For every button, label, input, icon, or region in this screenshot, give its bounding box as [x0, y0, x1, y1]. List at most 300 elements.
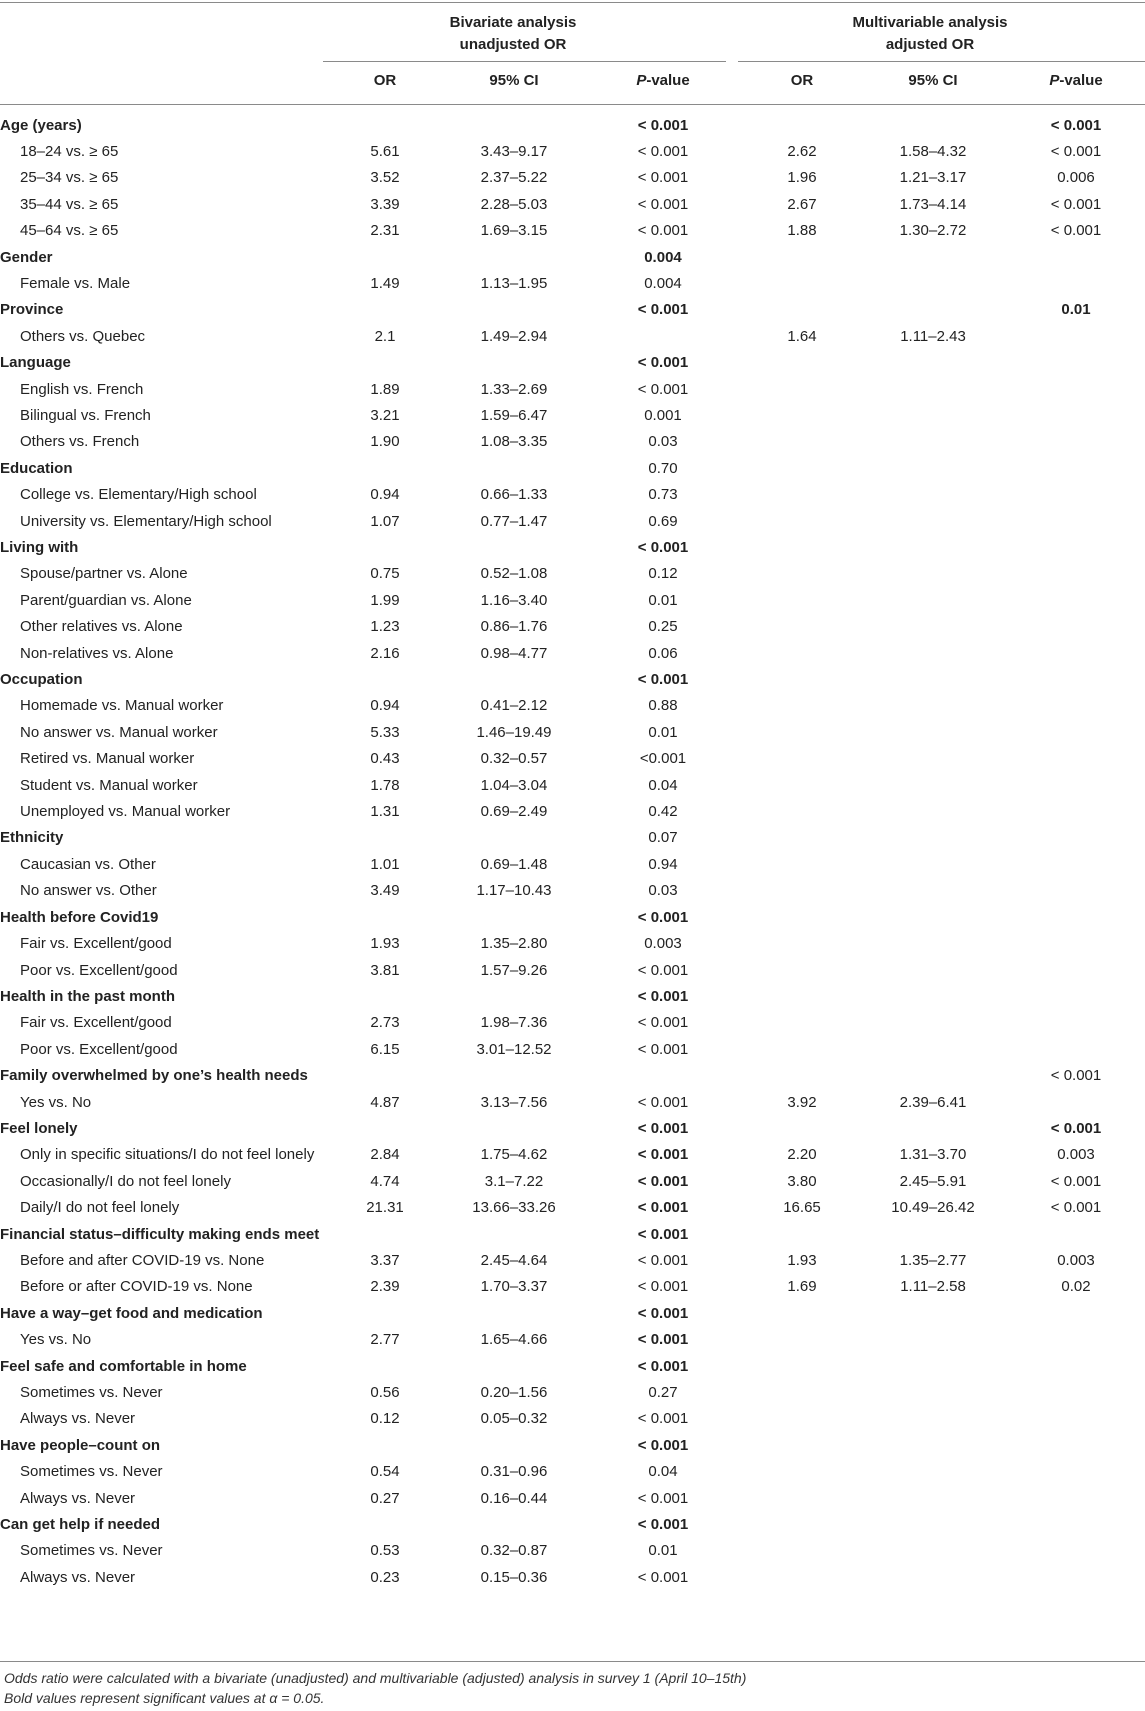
- category-row: [0, 218, 1145, 244]
- row-label: Have people–count on: [0, 1436, 161, 1454]
- category-row: [0, 614, 1145, 640]
- cell-or-multivariable: [745, 772, 859, 798]
- row-label: English vs. French: [20, 380, 144, 398]
- cell-or-multivariable: [745, 270, 859, 296]
- cell-ci-bivariate: [447, 112, 581, 138]
- cell-ci-multivariable: [859, 1115, 1007, 1141]
- category-row: [0, 1195, 1145, 1221]
- category-row: [0, 693, 1145, 719]
- cell-ci-multivariable: 1.58–4.32: [899, 142, 967, 160]
- cell-p-multivariable: [1007, 1459, 1145, 1485]
- cell-ci-bivariate: 1.75–4.62: [480, 1146, 548, 1164]
- cell-p-bivariate: < 0.001: [637, 1516, 689, 1534]
- cell-p-bivariate: < 0.001: [637, 1410, 689, 1428]
- cell-p-multivariable: [1007, 587, 1145, 613]
- variable-row: [0, 1432, 1145, 1458]
- group-header-multivariable: [738, 12, 1122, 56]
- row-label: Sometimes vs. Never: [20, 1384, 163, 1401]
- cell-or-multivariable: [745, 1300, 859, 1326]
- cell-or-multivariable: [745, 746, 859, 772]
- row-label: Before or after COVID-19 vs. None: [20, 1278, 253, 1296]
- group-subtitle: unadjusted OR: [459, 36, 567, 53]
- cell-ci-multivariable: [859, 1512, 1007, 1538]
- cell-p-bivariate: < 0.001: [637, 1225, 689, 1243]
- variable-row: [0, 1063, 1145, 1089]
- cell-p-multivariable: [1007, 323, 1145, 349]
- cell-ci-bivariate: 0.69–1.48: [480, 855, 548, 873]
- cell-p-multivariable: [1007, 1010, 1145, 1036]
- cell-ci-multivariable: 1.73–4.14: [899, 195, 967, 213]
- row-label: Yes vs. No: [20, 1331, 92, 1349]
- group-title: Multivariable analysis: [852, 14, 1008, 31]
- category-row: [0, 1459, 1145, 1485]
- cell-or-multivariable: [745, 350, 859, 376]
- cell-or-bivariate: [323, 112, 447, 138]
- cell-or-multivariable: [745, 1432, 859, 1458]
- category-row: [0, 772, 1145, 798]
- cell-ci-multivariable: [859, 1432, 1007, 1458]
- cell-or-bivariate: [323, 1221, 447, 1247]
- cell-or-multivariable: 3.92: [787, 1093, 817, 1111]
- category-row: [0, 1036, 1145, 1062]
- cell-or-bivariate: 1.99: [370, 591, 400, 609]
- category-row: [0, 1538, 1145, 1564]
- cell-p-multivariable: [1007, 693, 1145, 719]
- category-row: [0, 376, 1145, 402]
- cell-or-multivariable: [745, 1010, 859, 1036]
- variable-row: [0, 1115, 1145, 1141]
- cell-ci-multivariable: 1.11–2.43: [900, 327, 966, 345]
- row-label: No answer vs. Other: [20, 882, 157, 900]
- col-header-label: 95% CI: [908, 72, 958, 89]
- cell-p-bivariate: 0.01: [648, 1542, 678, 1560]
- cell-ci-multivariable: [859, 112, 1007, 138]
- row-label: Gender: [0, 248, 53, 266]
- cell-ci-multivariable: [859, 455, 1007, 481]
- variable-row: [0, 1353, 1145, 1379]
- cell-or-multivariable: [745, 667, 859, 693]
- cell-ci-multivariable: 1.21–3.17: [899, 169, 967, 187]
- cell-or-bivariate: [323, 983, 447, 1009]
- cell-or-multivariable: [745, 983, 859, 1009]
- cell-ci-bivariate: 3.43–9.17: [480, 142, 548, 160]
- cell-or-bivariate: [323, 904, 447, 930]
- cell-p-multivariable: 0.01: [1061, 301, 1091, 319]
- category-row: [0, 851, 1145, 877]
- cell-ci-multivariable: [859, 429, 1007, 455]
- cell-or-bivariate: 0.43: [370, 750, 400, 768]
- row-label: College vs. Elementary/High school: [20, 486, 257, 504]
- cell-or-multivariable: [745, 614, 859, 640]
- cell-ci-bivariate: 1.13–1.95: [480, 274, 548, 292]
- cell-or-bivariate: 0.53: [370, 1542, 400, 1560]
- cell-ci-bivariate: 2.28–5.03: [480, 195, 548, 213]
- row-label: Health in the past month: [0, 987, 176, 1005]
- row-label: Sometimes vs. Never: [20, 1463, 163, 1481]
- cell-ci-bivariate: [447, 455, 581, 481]
- cell-p-bivariate: 0.42: [648, 803, 678, 821]
- cell-p-multivariable: < 0.001: [1050, 1119, 1102, 1137]
- cell-ci-bivariate: 1.35–2.80: [480, 935, 548, 953]
- cell-p-bivariate: < 0.001: [637, 1568, 689, 1586]
- cell-p-multivariable: [1007, 1432, 1145, 1458]
- cell-ci-bivariate: 1.17–10.43: [476, 882, 552, 900]
- row-label: Student vs. Manual worker: [20, 776, 198, 794]
- cell-ci-bivariate: [447, 1115, 581, 1141]
- cell-ci-bivariate: [447, 244, 581, 270]
- cell-or-multivariable: [745, 482, 859, 508]
- row-label: Others vs. Quebec: [20, 327, 146, 345]
- cell-ci-bivariate: 0.16–0.44: [480, 1489, 548, 1507]
- category-row: [0, 1380, 1145, 1406]
- cell-or-bivariate: 0.56: [370, 1384, 400, 1401]
- cell-p-multivariable: < 0.001: [1050, 222, 1102, 240]
- table-body: [0, 112, 1145, 1591]
- cell-ci-bivariate: 0.31–0.96: [480, 1463, 548, 1481]
- row-label: Financial status–difficulty making ends meet: [0, 1225, 320, 1243]
- category-row: [0, 1485, 1145, 1511]
- cell-p-multivariable: [1007, 851, 1145, 877]
- row-label: Spouse/partner vs. Alone: [20, 565, 188, 583]
- cell-ci-multivariable: [859, 878, 1007, 904]
- cell-ci-multivariable: [859, 799, 1007, 825]
- row-label: Ethnicity: [0, 829, 64, 847]
- cell-ci-bivariate: [447, 1432, 581, 1458]
- variable-row: [0, 904, 1145, 930]
- cell-or-multivariable: [745, 402, 859, 428]
- cell-ci-bivariate: 1.49–2.94: [480, 327, 548, 345]
- cell-or-bivariate: 5.33: [370, 723, 400, 741]
- cell-ci-bivariate: 1.16–3.40: [480, 591, 548, 609]
- cell-ci-multivariable: [859, 667, 1007, 693]
- cell-p-multivariable: < 0.001: [1050, 116, 1102, 134]
- cell-p-multivariable: [1007, 772, 1145, 798]
- cell-ci-multivariable: [859, 1221, 1007, 1247]
- cell-ci-multivariable: 1.35–2.77: [899, 1251, 967, 1269]
- row-label: 18–24 vs. ≥ 65: [20, 142, 119, 160]
- cell-ci-multivariable: 1.11–2.58: [900, 1278, 966, 1296]
- cell-or-bivariate: 1.31: [370, 803, 400, 821]
- cell-p-bivariate: 0.004: [644, 248, 682, 266]
- row-label: Can get help if needed: [0, 1516, 161, 1534]
- cell-or-bivariate: 2.39: [370, 1278, 400, 1296]
- cell-or-bivariate: 0.75: [370, 565, 400, 583]
- cell-ci-bivariate: 0.52–1.08: [480, 565, 548, 583]
- cell-or-multivariable: [745, 1538, 859, 1564]
- cell-ci-bivariate: 1.33–2.69: [480, 380, 548, 398]
- cell-p-multivariable: [1007, 350, 1145, 376]
- row-label: Others vs. French: [20, 433, 140, 451]
- cell-or-multivariable: 1.93: [787, 1251, 817, 1269]
- cell-p-bivariate: < 0.001: [637, 1357, 689, 1375]
- cell-or-multivariable: [745, 851, 859, 877]
- cell-ci-multivariable: [859, 297, 1007, 323]
- cell-or-bivariate: 2.77: [370, 1331, 400, 1349]
- cell-or-multivariable: 3.80: [787, 1172, 817, 1190]
- cell-or-multivariable: [745, 112, 859, 138]
- col-header-ci-bivariate: [447, 70, 581, 92]
- cell-p-multivariable: [1007, 376, 1145, 402]
- cell-p-multivariable: [1007, 719, 1145, 745]
- cell-or-multivariable: [745, 508, 859, 534]
- cell-or-multivariable: [745, 376, 859, 402]
- cell-or-bivariate: 3.39: [370, 195, 400, 213]
- cell-or-multivariable: [745, 1115, 859, 1141]
- cell-or-bivariate: [323, 350, 447, 376]
- footnote-1: Odds ratio were calculated with a bivariate (unadjusted) and multivariable (adjusted) analysis in survey 1 (April 10–15th): [4, 1670, 747, 1686]
- cell-p-multivariable: [1007, 1406, 1145, 1432]
- cell-ci-multivariable: [859, 1485, 1007, 1511]
- cell-or-multivariable: 1.88: [787, 222, 817, 240]
- cell-or-multivariable: [745, 429, 859, 455]
- cell-or-bivariate: 2.73: [370, 1014, 400, 1032]
- cell-p-multivariable: [1007, 244, 1145, 270]
- cell-ci-multivariable: [859, 561, 1007, 587]
- row-label: Family overwhelmed by one’s health needs: [0, 1067, 308, 1085]
- cell-or-multivariable: [745, 1380, 859, 1406]
- cell-p-multivariable: [1007, 746, 1145, 772]
- cell-p-bivariate: 0.88: [648, 697, 678, 715]
- variable-row: [0, 983, 1145, 1009]
- cell-p-bivariate: < 0.001: [637, 380, 689, 398]
- cell-ci-bivariate: 1.57–9.26: [480, 961, 548, 979]
- group-header-bivariate: [323, 12, 703, 56]
- row-label: Occasionally/I do not feel lonely: [20, 1172, 231, 1190]
- cell-or-multivariable: 2.20: [787, 1146, 817, 1164]
- cell-p-bivariate: 0.03: [648, 433, 678, 451]
- row-label: Only in specific situations/I do not feel lonely: [20, 1146, 315, 1164]
- row-label: Age (years): [0, 116, 82, 134]
- cell-ci-bivariate: [447, 1512, 581, 1538]
- cell-p-multivariable: [1007, 1380, 1145, 1406]
- cell-p-bivariate: 0.25: [648, 618, 678, 636]
- row-label: Fair vs. Excellent/good: [20, 935, 172, 953]
- cell-or-bivariate: [323, 244, 447, 270]
- cell-p-bivariate: < 0.001: [637, 1278, 689, 1296]
- category-row: [0, 799, 1145, 825]
- cell-or-multivariable: [745, 1036, 859, 1062]
- col-header-label: 95% CI: [489, 72, 539, 89]
- category-row: [0, 1010, 1145, 1036]
- variable-row: [0, 1512, 1145, 1538]
- cell-ci-multivariable: [859, 983, 1007, 1009]
- cell-p-bivariate: 0.94: [648, 855, 678, 873]
- cell-or-multivariable: 1.96: [787, 169, 817, 187]
- variable-row: [0, 455, 1145, 481]
- header-rule: [0, 104, 1145, 105]
- category-row: [0, 1406, 1145, 1432]
- cell-or-multivariable: 1.69: [787, 1278, 817, 1296]
- cell-p-multivariable: [1007, 1353, 1145, 1379]
- cell-p-multivariable: [1007, 1300, 1145, 1326]
- cell-ci-multivariable: 1.31–3.70: [899, 1146, 967, 1164]
- cell-ci-bivariate: 1.08–3.35: [480, 433, 548, 451]
- category-row: [0, 1564, 1145, 1590]
- cell-ci-bivariate: 0.15–0.36: [480, 1568, 548, 1586]
- cell-p-multivariable: 0.003: [1057, 1251, 1095, 1269]
- col-header-label: OR: [373, 72, 397, 89]
- cell-ci-bivariate: 0.32–0.87: [480, 1542, 548, 1560]
- cell-ci-bivariate: [447, 350, 581, 376]
- cell-or-bivariate: 3.21: [370, 406, 400, 424]
- cell-p-bivariate: 0.004: [644, 274, 682, 292]
- cell-p-multivariable: [1007, 614, 1145, 640]
- group-subtitle: adjusted OR: [885, 36, 975, 53]
- cell-or-multivariable: [745, 535, 859, 561]
- cell-ci-bivariate: 3.13–7.56: [480, 1093, 548, 1111]
- cell-ci-multivariable: [859, 1010, 1007, 1036]
- cell-ci-bivariate: 1.04–3.04: [480, 776, 548, 794]
- cell-ci-multivariable: [859, 482, 1007, 508]
- cell-or-bivariate: 0.94: [370, 486, 400, 504]
- cell-ci-bivariate: 0.32–0.57: [480, 750, 548, 768]
- cell-or-multivariable: 2.62: [787, 142, 817, 160]
- bottom-rule: [0, 1661, 1145, 1662]
- cell-or-bivariate: 0.27: [370, 1489, 400, 1507]
- cell-or-multivariable: [745, 1459, 859, 1485]
- category-row: [0, 429, 1145, 455]
- cell-p-multivariable: [1007, 983, 1145, 1009]
- cell-or-multivariable: [745, 904, 859, 930]
- cell-or-multivariable: 16.65: [783, 1199, 821, 1217]
- cell-ci-bivariate: 0.98–4.77: [480, 644, 548, 662]
- cell-p-multivariable: [1007, 429, 1145, 455]
- category-row: [0, 878, 1145, 904]
- category-row: [0, 138, 1145, 164]
- cell-or-bivariate: 0.23: [370, 1568, 400, 1586]
- cell-or-multivariable: [745, 1063, 859, 1089]
- cell-ci-bivariate: 0.41–2.12: [480, 697, 548, 715]
- variable-row: [0, 1221, 1145, 1247]
- cell-p-multivariable: 0.02: [1061, 1278, 1091, 1296]
- cell-ci-multivariable: [859, 746, 1007, 772]
- cell-p-bivariate: < 0.001: [637, 1251, 689, 1269]
- variable-row: [0, 1300, 1145, 1326]
- cell-or-bivariate: [323, 1063, 447, 1089]
- col-header-label: P-value: [636, 72, 690, 89]
- row-label: No answer vs. Manual worker: [20, 723, 218, 741]
- cell-p-bivariate: 0.73: [648, 486, 678, 504]
- cell-or-multivariable: [745, 1221, 859, 1247]
- cell-p-bivariate: 0.07: [648, 829, 678, 847]
- cell-p-bivariate: 0.04: [648, 1463, 678, 1481]
- cell-or-bivariate: 1.90: [370, 433, 400, 451]
- cell-ci-bivariate: 1.98–7.36: [480, 1014, 548, 1032]
- row-label: Living with: [0, 539, 79, 556]
- cell-or-bivariate: [323, 1300, 447, 1326]
- results-table: [0, 112, 1145, 1591]
- cell-or-bivariate: 4.74: [370, 1172, 400, 1190]
- group-underline-multivariable: [738, 61, 1145, 62]
- cell-p-multivariable: [1007, 270, 1145, 296]
- row-label: Retired vs. Manual worker: [20, 750, 195, 768]
- cell-p-bivariate: < 0.001: [637, 908, 689, 926]
- cell-p-multivariable: [1007, 1089, 1145, 1115]
- category-row: [0, 1142, 1145, 1168]
- cell-ci-bivariate: 13.66–33.26: [472, 1199, 556, 1217]
- cell-ci-multivariable: 2.45–5.91: [899, 1172, 967, 1190]
- col-header-p-bivariate: [581, 70, 745, 92]
- cell-p-multivariable: [1007, 455, 1145, 481]
- row-label: Non-relatives vs. Alone: [20, 644, 174, 662]
- cell-p-multivariable: [1007, 640, 1145, 666]
- row-label: Have a way–get food and medication: [0, 1304, 263, 1322]
- category-row: [0, 931, 1145, 957]
- cell-p-bivariate: 0.27: [648, 1384, 678, 1401]
- cell-or-multivariable: [745, 878, 859, 904]
- cell-ci-bivariate: 1.46–19.49: [476, 723, 552, 741]
- row-label: Occupation: [0, 671, 83, 689]
- cell-or-bivariate: 1.78: [370, 776, 400, 794]
- cell-ci-multivariable: [859, 851, 1007, 877]
- cell-p-bivariate: < 0.001: [637, 169, 689, 187]
- cell-or-bivariate: 2.84: [370, 1146, 400, 1164]
- category-row: [0, 957, 1145, 983]
- cell-ci-multivariable: [859, 614, 1007, 640]
- cell-or-bivariate: 1.89: [370, 380, 400, 398]
- cell-ci-multivariable: [859, 1353, 1007, 1379]
- cell-p-multivariable: [1007, 931, 1145, 957]
- cell-or-bivariate: [323, 297, 447, 323]
- row-label: University vs. Elementary/High school: [20, 512, 272, 530]
- cell-p-bivariate: [581, 323, 745, 349]
- cell-ci-bivariate: [447, 983, 581, 1009]
- col-header-label: OR: [790, 72, 814, 89]
- cell-or-bivariate: 4.87: [370, 1093, 400, 1111]
- variable-row: [0, 667, 1145, 693]
- cell-ci-multivariable: [859, 508, 1007, 534]
- cell-p-multivariable: [1007, 561, 1145, 587]
- cell-ci-bivariate: [447, 667, 581, 693]
- category-row: [0, 508, 1145, 534]
- variable-row: [0, 350, 1145, 376]
- cell-ci-bivariate: 0.86–1.76: [480, 618, 548, 636]
- row-label: Daily/I do not feel lonely: [20, 1199, 180, 1217]
- row-label: Education: [0, 459, 73, 477]
- cell-or-multivariable: [745, 799, 859, 825]
- cell-or-bivariate: [323, 1115, 447, 1141]
- cell-p-bivariate: 0.01: [648, 723, 678, 741]
- cell-or-multivariable: [745, 587, 859, 613]
- group-title: Bivariate analysis: [449, 14, 577, 31]
- cell-p-bivariate: 0.06: [648, 644, 678, 662]
- cell-p-bivariate: 0.69: [648, 512, 678, 530]
- row-label: Feel lonely: [0, 1119, 78, 1137]
- row-label: Other relatives vs. Alone: [20, 618, 183, 636]
- cell-p-bivariate: 0.04: [648, 776, 678, 794]
- row-label: 35–44 vs. ≥ 65: [20, 195, 119, 213]
- cell-p-bivariate: < 0.001: [637, 1093, 689, 1111]
- row-label: Always vs. Never: [20, 1410, 136, 1428]
- cell-ci-bivariate: 1.70–3.37: [480, 1278, 548, 1296]
- cell-p-bivariate: < 0.001: [637, 1146, 689, 1164]
- cell-or-multivariable: [745, 1406, 859, 1432]
- category-row: [0, 1089, 1145, 1115]
- cell-p-bivariate: 0.03: [648, 882, 678, 900]
- cell-ci-bivariate: 2.37–5.22: [480, 169, 548, 187]
- cell-or-bivariate: 3.81: [370, 961, 400, 979]
- category-row: [0, 191, 1145, 217]
- category-row: [0, 1247, 1145, 1273]
- col-header-label: P-value: [1049, 72, 1103, 89]
- col-header-or-multivariable: [745, 70, 859, 92]
- cell-p-multivariable: [1007, 904, 1145, 930]
- cell-ci-bivariate: [447, 904, 581, 930]
- cell-p-bivariate: < 0.001: [637, 987, 689, 1005]
- cell-ci-bivariate: 1.59–6.47: [480, 406, 548, 424]
- row-label: Unemployed vs. Manual worker: [20, 803, 231, 821]
- cell-ci-multivariable: [859, 244, 1007, 270]
